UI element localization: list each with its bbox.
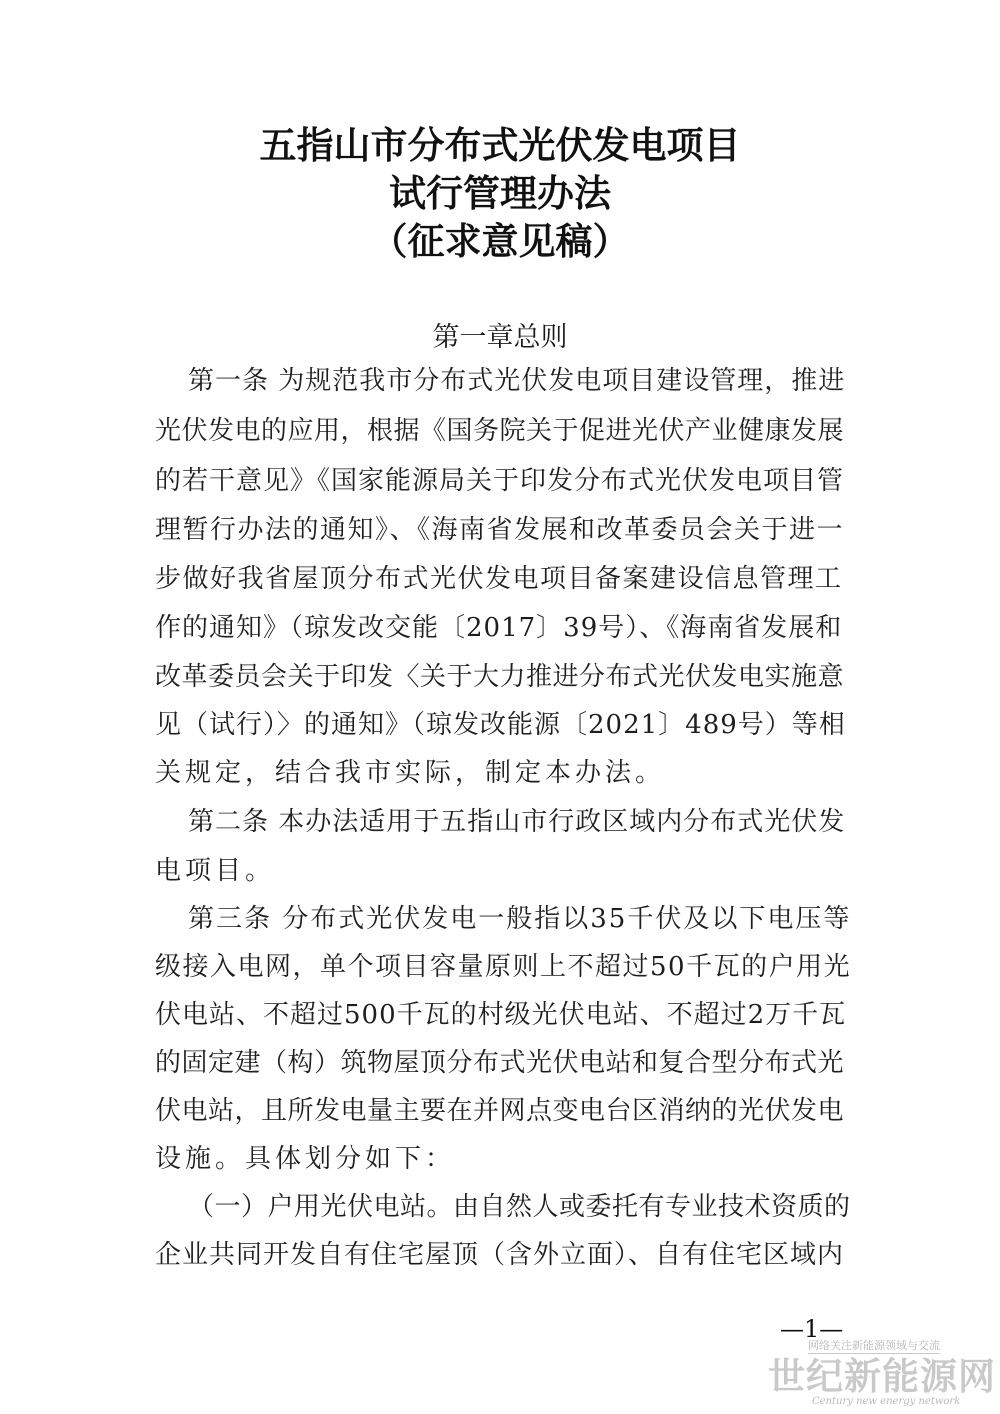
- article-3-line-6: 设施。具体划分如下：: [155, 1144, 456, 1174]
- article-2-line-2: 电项目。: [155, 856, 276, 886]
- article-1-line-2: 光伏发电的应用，根据《国务院关于促进光伏产业健康发展: [155, 416, 845, 446]
- article-2-line-1: 第二条 本办法适用于五指山市行政区域内分布式光伏发: [188, 807, 846, 837]
- page-number: —1—: [780, 1315, 844, 1343]
- article-1-line-1: 第一条 为规范我市分布式光伏发电项目建设管理，推进: [188, 366, 846, 396]
- watermark-english-text: Century new energy network: [812, 1396, 961, 1407]
- clause-1-line-2: 企业共同开发自有住宅屋顶（含外立面）、自有住宅区域内: [155, 1240, 845, 1270]
- title-line-1: 五指山市分布式光伏发电项目: [259, 124, 741, 167]
- article-3-line-3: 伏电站、不超过500千瓦的村级光伏电站、不超过2万千瓦: [155, 1000, 847, 1030]
- document-title: [0, 122, 1000, 266]
- article-1-line-5: 步做好我省屋顶分布式光伏发电项目备案建设信息管理工: [155, 564, 843, 594]
- article-1-line-3: 的若干意见》《国家能源局关于印发分布式光伏发电项目管: [155, 466, 845, 496]
- chapter-heading: 第一章总则: [432, 322, 568, 353]
- article-1-line-9: 关规定，结合我市实际，制定本办法。: [155, 758, 666, 788]
- article-3-line-1: 第三条 分布式光伏发电一般指以35千伏及以下电压等: [188, 904, 852, 934]
- title-line-2: 试行管理办法: [389, 172, 611, 215]
- article-1-line-4: 理暂行办法的通知》、《海南省发展和改革委员会关于进一: [155, 515, 845, 545]
- article-3-line-4: 的固定建（构）筑物屋顶分布式光伏电站和复合型分布式光: [155, 1048, 845, 1078]
- article-1-line-8: 见（试行）〉的通知》（琼发改能源〔2021〕489号）等相: [155, 710, 846, 740]
- title-line-3: （征求意见稿）: [370, 220, 630, 263]
- article-1-line-6: 作的通知》（琼发改交能〔2017〕39号）、《海南省发展和: [155, 613, 843, 643]
- article-1-line-7: 改革委员会关于印发〈关于大力推进分布式光伏发电实施意: [155, 662, 845, 692]
- watermark-logo-text: 世纪新能源网: [768, 1354, 996, 1398]
- article-3-line-2: 级接入电网，单个项目容量原则上不超过50千瓦的户用光: [155, 952, 852, 982]
- article-3-line-5: 伏电站，且所发电量主要在并网点变电台区消纳的光伏发电: [155, 1096, 845, 1126]
- clause-1-line-1: （一）户用光伏电站。由自然人或委托有专业技术资质的: [188, 1192, 851, 1222]
- watermark-tagline: 网络关注新能源领域与交流: [808, 1339, 940, 1352]
